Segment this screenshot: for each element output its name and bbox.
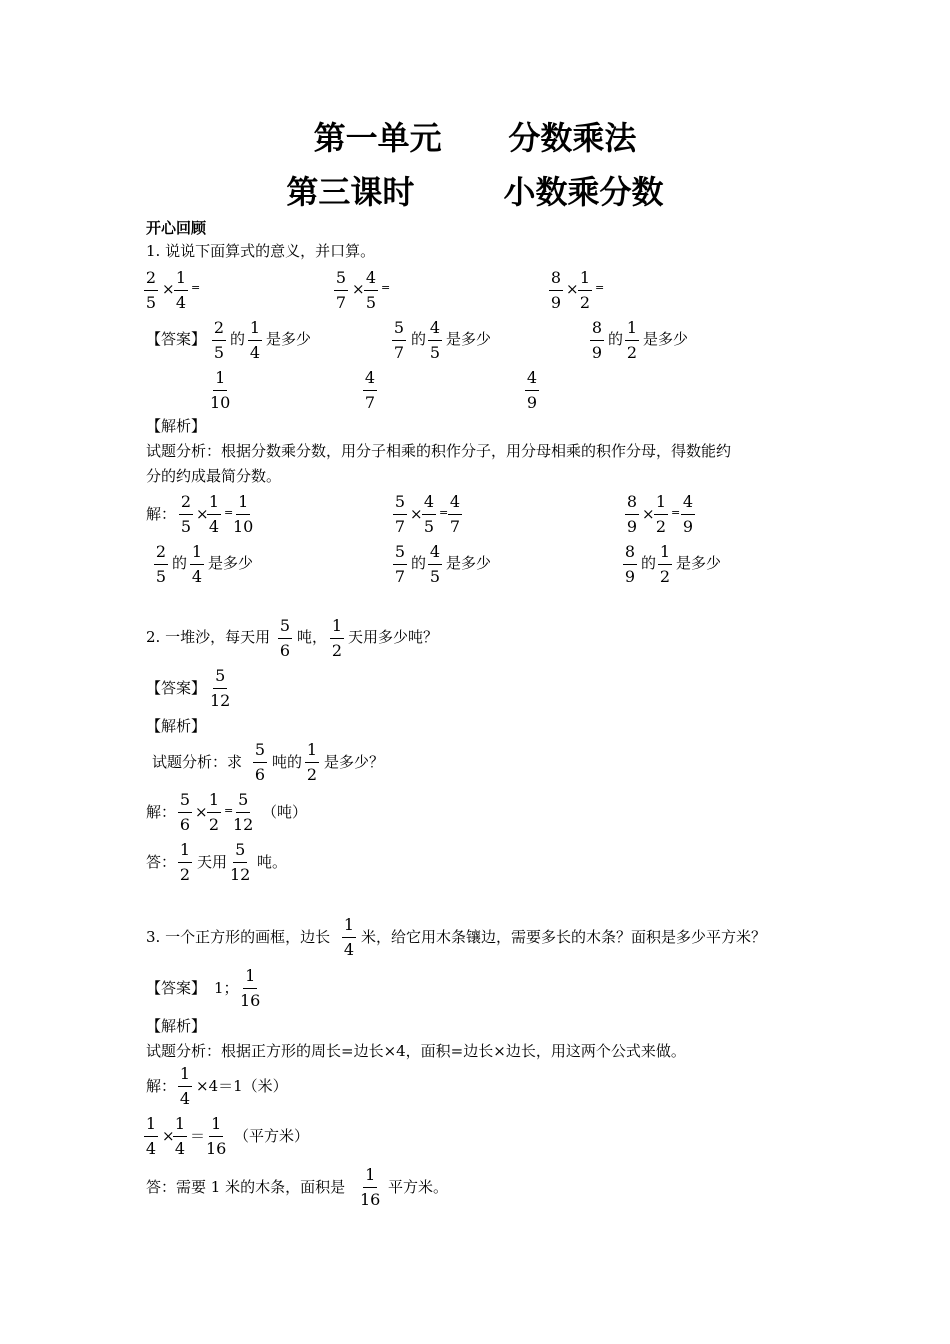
fraction: $\frac{4}{5}$ bbox=[429, 542, 441, 586]
how-much-text: 是多少 bbox=[676, 554, 722, 572]
fraction: $\frac{4}{5}$ bbox=[365, 268, 377, 312]
q3-area-unit: （平方米） bbox=[234, 1127, 310, 1145]
fraction: $\frac{1}{10}$ bbox=[233, 492, 254, 536]
fraction: $\frac{1}{16}$ bbox=[206, 1114, 227, 1158]
q2-solve-label: 解： bbox=[146, 803, 177, 821]
fraction: $\frac{4}{7}$ bbox=[449, 492, 461, 536]
fraction: $\frac{5}{7}$ bbox=[394, 492, 406, 536]
q2-reply-text: 吨。 bbox=[257, 853, 288, 871]
q1-analysis-line1: 试题分析：根据分数乘分数，用分子相乘的积作分子，用分母相乘的积作分母，得数能约 bbox=[146, 442, 732, 460]
fraction: $\frac{1}{2}$ bbox=[179, 840, 191, 884]
fraction: $\frac{1}{2}$ bbox=[306, 740, 318, 784]
q3-analysis-label: 【解析】 bbox=[146, 1017, 207, 1035]
q1-solve-label: 解： bbox=[146, 505, 177, 523]
q3-question-text: 米，给它用木条镶边，需要多长的木条？面积是多少平方米？ bbox=[361, 928, 767, 946]
q2-analysis-text: 试题分析：求 bbox=[152, 753, 243, 771]
q2-reply-text: 天用 bbox=[197, 853, 228, 871]
q2-question-text: 吨， bbox=[297, 628, 328, 646]
how-much-text: 是多少 bbox=[446, 554, 492, 572]
times-sign: × bbox=[642, 505, 655, 523]
equals-sign: = bbox=[595, 281, 605, 294]
fraction: $\frac{1}{2}$ bbox=[331, 616, 343, 660]
fraction: $\frac{5}{12}$ bbox=[230, 840, 251, 884]
fraction: $\frac{1}{4}$ bbox=[145, 1114, 157, 1158]
fraction: $\frac{1}{2}$ bbox=[655, 492, 667, 536]
q1-result-2: $\frac{4}{7}$ bbox=[364, 368, 376, 412]
fraction: $\frac{2}{5}$ bbox=[145, 268, 157, 312]
section-heading: 开心回顾 bbox=[146, 219, 207, 237]
q1-result-3: $\frac{4}{9}$ bbox=[526, 368, 538, 412]
q2-analysis-text: 吨的 bbox=[272, 753, 303, 771]
q2-question-text: 天用多少吨？ bbox=[348, 628, 439, 646]
equals-sign: = bbox=[671, 506, 681, 519]
q3-analysis: 试题分析：根据正方形的周长=边长×4，面积=边长×边长，用这两个公式来做。 bbox=[146, 1042, 686, 1060]
times-sign: × bbox=[162, 280, 175, 298]
fraction: $\frac{1}{4}$ bbox=[174, 1114, 186, 1158]
of-text: 的 bbox=[608, 330, 624, 348]
q1-question: 1. 说说下面算式的意义，并口算。 bbox=[146, 242, 376, 260]
fraction: $\frac{8}{9}$ bbox=[591, 318, 603, 362]
fraction: $\frac{1}{4}$ bbox=[208, 492, 220, 536]
of-text: 的 bbox=[411, 330, 427, 348]
how-much-text: 是多少 bbox=[446, 330, 492, 348]
fraction: $\frac{1}{4}$ bbox=[343, 915, 355, 959]
q3-answer-perimeter: 1； bbox=[214, 979, 239, 997]
q1-answer-label: 【答案】 bbox=[146, 330, 207, 348]
fraction: $\frac{2}{5}$ bbox=[213, 318, 225, 362]
q3-question-text: 3. 一个正方形的画框，边长 bbox=[146, 928, 331, 946]
equals-sign: = bbox=[439, 506, 449, 519]
times-sign: × bbox=[196, 505, 209, 523]
q3-perimeter-text: ×4＝1（米） bbox=[196, 1077, 288, 1095]
times-sign: × bbox=[410, 505, 423, 523]
fraction: $\frac{8}{9}$ bbox=[550, 268, 562, 312]
times-sign: × bbox=[352, 280, 365, 298]
fraction: $\frac{1}{2}$ bbox=[579, 268, 591, 312]
q3-answer-area: $\frac{1}{16}$ bbox=[240, 966, 261, 1010]
equals-sign: = bbox=[381, 281, 391, 294]
q2-analysis-label: 【解析】 bbox=[146, 717, 207, 735]
q1-analysis-line2: 分的约成最简分数。 bbox=[146, 467, 282, 485]
fraction: $\frac{1}{4}$ bbox=[249, 318, 261, 362]
fraction: $\frac{1}{4}$ bbox=[179, 1064, 191, 1108]
q3-solve-label: 解： bbox=[146, 1077, 177, 1095]
q2-reply-label: 答： bbox=[146, 853, 177, 871]
title-unit: 第一单元 分数乘法 bbox=[313, 119, 637, 157]
fraction: $\frac{1}{4}$ bbox=[191, 542, 203, 586]
q3-answer-label: 【答案】 bbox=[146, 979, 207, 997]
q3-reply-text: 平方米。 bbox=[388, 1178, 449, 1196]
fraction: $\frac{5}{6}$ bbox=[279, 616, 291, 660]
fraction: $\frac{2}{5}$ bbox=[155, 542, 167, 586]
q3-reply-text: 答：需要 1 米的木条，面积是 bbox=[146, 1178, 346, 1196]
q1-result-1: $\frac{1}{10}$ bbox=[210, 368, 231, 412]
equals-sign: = bbox=[224, 506, 234, 519]
q2-answer-label: 【答案】 bbox=[146, 679, 207, 697]
fraction: $\frac{1}{4}$ bbox=[175, 268, 187, 312]
fraction: $\frac{5}{7}$ bbox=[335, 268, 347, 312]
q2-unit: （吨） bbox=[262, 803, 308, 821]
of-text: 的 bbox=[641, 554, 657, 572]
of-text: 的 bbox=[172, 554, 188, 572]
times-sign: × bbox=[566, 280, 579, 298]
fraction: $\frac{5}{6}$ bbox=[179, 790, 191, 834]
fraction: $\frac{1}{2}$ bbox=[626, 318, 638, 362]
fraction: $\frac{1}{16}$ bbox=[360, 1165, 381, 1209]
fraction: $\frac{2}{5}$ bbox=[180, 492, 192, 536]
fraction: $\frac{8}{9}$ bbox=[626, 492, 638, 536]
fraction: $\frac{1}{2}$ bbox=[659, 542, 671, 586]
fraction: $\frac{5}{12}$ bbox=[233, 790, 254, 834]
how-much-text: 是多少 bbox=[643, 330, 689, 348]
equals-sign: = bbox=[191, 281, 201, 294]
fraction: $\frac{4}{5}$ bbox=[429, 318, 441, 362]
of-text: 的 bbox=[230, 330, 246, 348]
how-much-text: 是多少 bbox=[208, 554, 254, 572]
how-much-text: 是多少 bbox=[266, 330, 312, 348]
times-sign: × bbox=[195, 803, 208, 821]
equals-sign: = bbox=[224, 804, 234, 817]
fraction: $\frac{4}{9}$ bbox=[682, 492, 694, 536]
q1-analysis-label: 【解析】 bbox=[146, 417, 207, 435]
fraction: $\frac{4}{5}$ bbox=[423, 492, 435, 536]
of-text: 的 bbox=[411, 554, 427, 572]
q2-answer-value: $\frac{5}{12}$ bbox=[210, 666, 231, 710]
fraction: $\frac{8}{9}$ bbox=[624, 542, 636, 586]
fraction: $\frac{1}{2}$ bbox=[208, 790, 220, 834]
equals-sign: ＝ bbox=[190, 1127, 206, 1145]
q2-analysis-text: 是多少？ bbox=[324, 753, 385, 771]
q2-question-text: 2. 一堆沙，每天用 bbox=[146, 628, 271, 646]
fraction: $\frac{5}{7}$ bbox=[393, 318, 405, 362]
title-lesson: 第三课时 小数乘分数 bbox=[286, 173, 664, 211]
times-sign: × bbox=[162, 1127, 175, 1145]
fraction: $\frac{5}{7}$ bbox=[394, 542, 406, 586]
fraction: $\frac{5}{6}$ bbox=[254, 740, 266, 784]
